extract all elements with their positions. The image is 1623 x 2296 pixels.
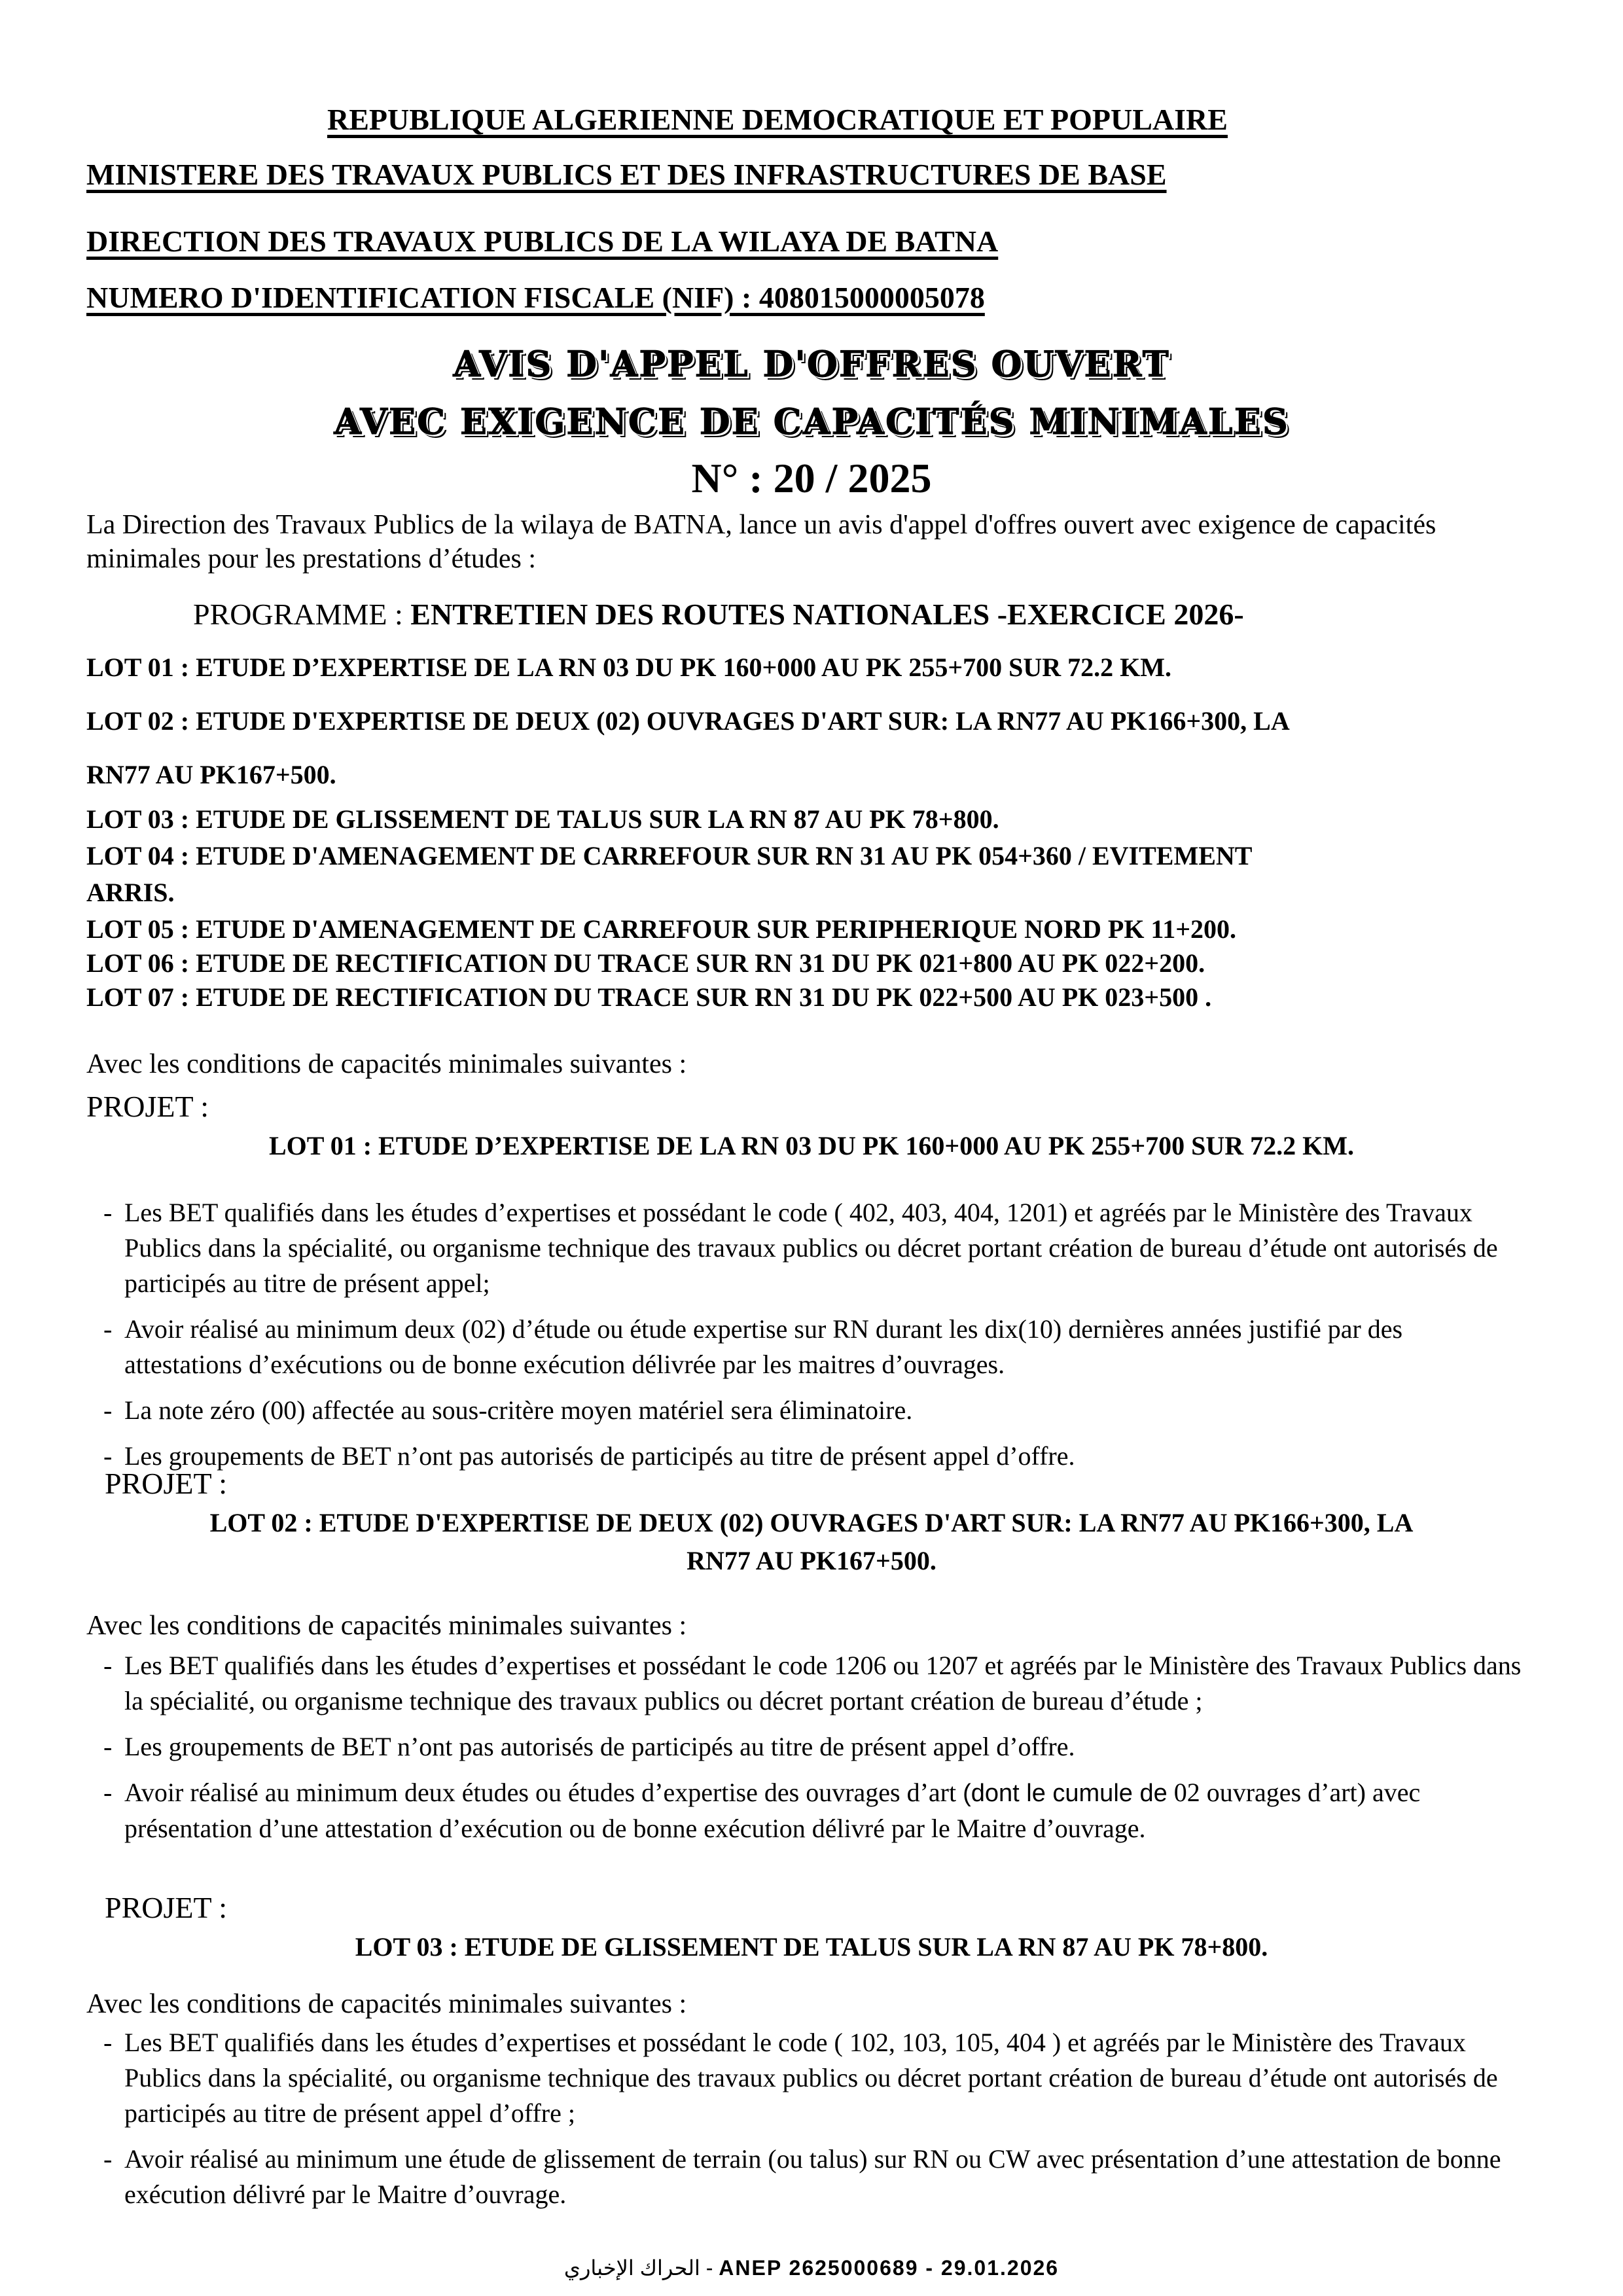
bullet-dash: - [103, 1732, 113, 1761]
project-lot-title: LOT 01 : ETUDE D’EXPERTISE DE LA RN 03 DU PK 160+000 AU PK 255+700 SUR 72.2 KM. [268, 1131, 1355, 1160]
header-ministry: MINISTERE DES TRAVAUX PUBLICS ET DES INFRASTRUCTURES DE BASE [86, 158, 1167, 191]
bullet-dash: - [103, 1441, 113, 1471]
lot-item: LOT 01 : ETUDE D’EXPERTISE DE LA RN 03 DU PK 160+000 AU PK 255+700 SUR 72.2 KM. [86, 653, 1172, 682]
requirement-item: - La note zéro (00) affectée au sous-critère moyen matériel sera éliminatoire. [103, 1393, 1524, 1428]
footer-reference: الحراك الإخباري - ANEP 2625000689 - 29.01.2026 [563, 2256, 1060, 2280]
requirement-item: - Avoir réalisé au minimum une étude de glissement de terrain (ou talus) sur RN ou CW avec présentation d’une attestation de bonne exécution délivré par le Maitre d’ouvrage. [103, 2142, 1524, 2212]
projet-label: PROJET : [105, 1891, 228, 1924]
lot-item-continued: RN77 AU PK167+500. [86, 760, 336, 789]
project-lot-title: LOT 02 : ETUDE D'EXPERTISE DE DEUX (02) OUVRAGES D'ART SUR: LA RN77 AU PK166+300, LA RN77 AU PK167+500. [209, 1508, 1414, 1575]
requirement-item: - Les groupements de BET n’ont pas autorisés de participés au titre de présent appel d’offre. [103, 1439, 1524, 1474]
header-nif: NUMERO D'IDENTIFICATION FISCALE (NIF) : 408015000005078 [86, 281, 985, 314]
requirement-item: - Avoir réalisé au minimum deux études ou études d’expertise des ouvrages d’art (dont le cumule de 02 ouvrages d’art) avec présentation d’une attestation d’exécution ou de bonne exécution délivré par le Maitre d’ouvrage. [103, 1775, 1524, 1846]
lot-item: LOT 05 : ETUDE D'AMENAGEMENT DE CARREFOUR SUR PERIPHERIQUE NORD PK 11+200. [86, 914, 1237, 944]
requirement-item: - Les BET qualifiés dans les études d’expertises et possédant le code 1206 ou 1207 et agréés par le Ministère des Travaux Publics dans la spécialité, ou organisme technique des travaux publics ou décret portant création de bureau d’étude ; [103, 1648, 1524, 1719]
intro-paragraph: La Direction des Travaux Publics de la wilaya de BATNA, lance un avis d'appel d'offres ouvert avec exigence de capacités minimales pour les prestations d’études : [86, 510, 1436, 574]
requirement-item: - Les groupements de BET n’ont pas autorisés de participés au titre de présent appel d’offre. [103, 1729, 1524, 1765]
lot-item-continued: ARRIS. [86, 878, 175, 907]
requirements-list [103, 1648, 1524, 1857]
footer-anep-reference: ANEP 2625000689 - 29.01.2026 [719, 2256, 1060, 2280]
requirement-item: - Les BET qualifiés dans les études d’expertises et possédant le code ( 402, 403, 404, 1201) et agréés par le Ministère des Travaux Publics dans la spécialité, ou organisme technique des travaux publics ou décret portant création de bureau d’étude ont autorisés de participés au titre de présent appel; [103, 1195, 1524, 1301]
lot-item: LOT 07 : ETUDE DE RECTIFICATION DU TRACE SUR RN 31 DU PK 022+500 AU PK 023+500 . [86, 982, 1212, 1012]
lot-item: LOT 04 : ETUDE D'AMENAGEMENT DE CARREFOUR SUR RN 31 AU PK 054+360 / EVITEMENT [86, 841, 1253, 870]
programme-line [193, 597, 1244, 632]
notice-title-line2: AVEC EXIGENCE DE CAPACITÉS MINIMALES [334, 401, 1289, 442]
bullet-dash: - [103, 1778, 113, 1807]
projet-label: PROJET : [86, 1090, 209, 1123]
bullet-dash: - [103, 2144, 113, 2174]
bullet-dash: - [103, 1198, 113, 1227]
programme-value: ENTRETIEN DES ROUTES NATIONALES -EXERCICE 2026- [410, 598, 1244, 631]
bullet-dash: - [103, 1395, 113, 1425]
lot-item: LOT 02 : ETUDE D'EXPERTISE DE DEUX (02) OUVRAGES D'ART SUR: LA RN77 AU PK166+300, LA [86, 706, 1290, 736]
notice-number: N° : 20 / 2025 [691, 455, 932, 501]
requirement-item: - Les BET qualifiés dans les études d’expertises et possédant le code ( 102, 103, 105, 404 ) et agréés par le Ministère des Travaux Publics dans la spécialité, ou organisme technique des travaux publics ou décret portant création de bureau d’étude ont autorisés de participés au titre de présent appel d’offre ; [103, 2025, 1524, 2131]
notice-title-line1: AVIS D'APPEL D'OFFRES OUVERT [453, 343, 1170, 385]
conditions-intro: Avec les conditions de capacités minimales suivantes : [86, 1611, 687, 1641]
bullet-dash: - [103, 1314, 113, 1344]
project-lot-title: LOT 03 : ETUDE DE GLISSEMENT DE TALUS SUR LA RN 87 AU PK 78+800. [355, 1932, 1268, 1962]
requirements-list [103, 2025, 1524, 2223]
footer-publication-name: الحراك الإخباري [563, 2256, 700, 2280]
bullet-dash: - [103, 2028, 113, 2057]
conditions-intro: Avec les conditions de capacités minimales suivantes : [86, 1989, 687, 2019]
header-republic: REPUBLIQUE ALGERIENNE DEMOCRATIQUE ET POPULAIRE [327, 103, 1228, 136]
lot-item: LOT 03 : ETUDE DE GLISSEMENT DE TALUS SUR LA RN 87 AU PK 78+800. [86, 804, 999, 834]
programme-label: PROGRAMME : [193, 598, 411, 631]
conditions-intro: Avec les conditions de capacités minimales suivantes : [86, 1049, 687, 1079]
requirements-list [103, 1195, 1524, 1484]
projet-label: PROJET : [105, 1467, 228, 1500]
lot-item: LOT 06 : ETUDE DE RECTIFICATION DU TRACE SUR RN 31 DU PK 021+800 AU PK 022+200. [86, 948, 1205, 978]
bullet-dash: - [103, 1651, 113, 1680]
requirement-item: - Avoir réalisé au minimum deux (02) d’étude ou étude expertise sur RN durant les dix(10) dernières années justifié par des attestations d’exécutions ou de bonne exécution délivrée par les maitres d’ouvrages. [103, 1312, 1524, 1382]
header-direction: DIRECTION DES TRAVAUX PUBLICS DE LA WILAYA DE BATNA [86, 224, 999, 258]
